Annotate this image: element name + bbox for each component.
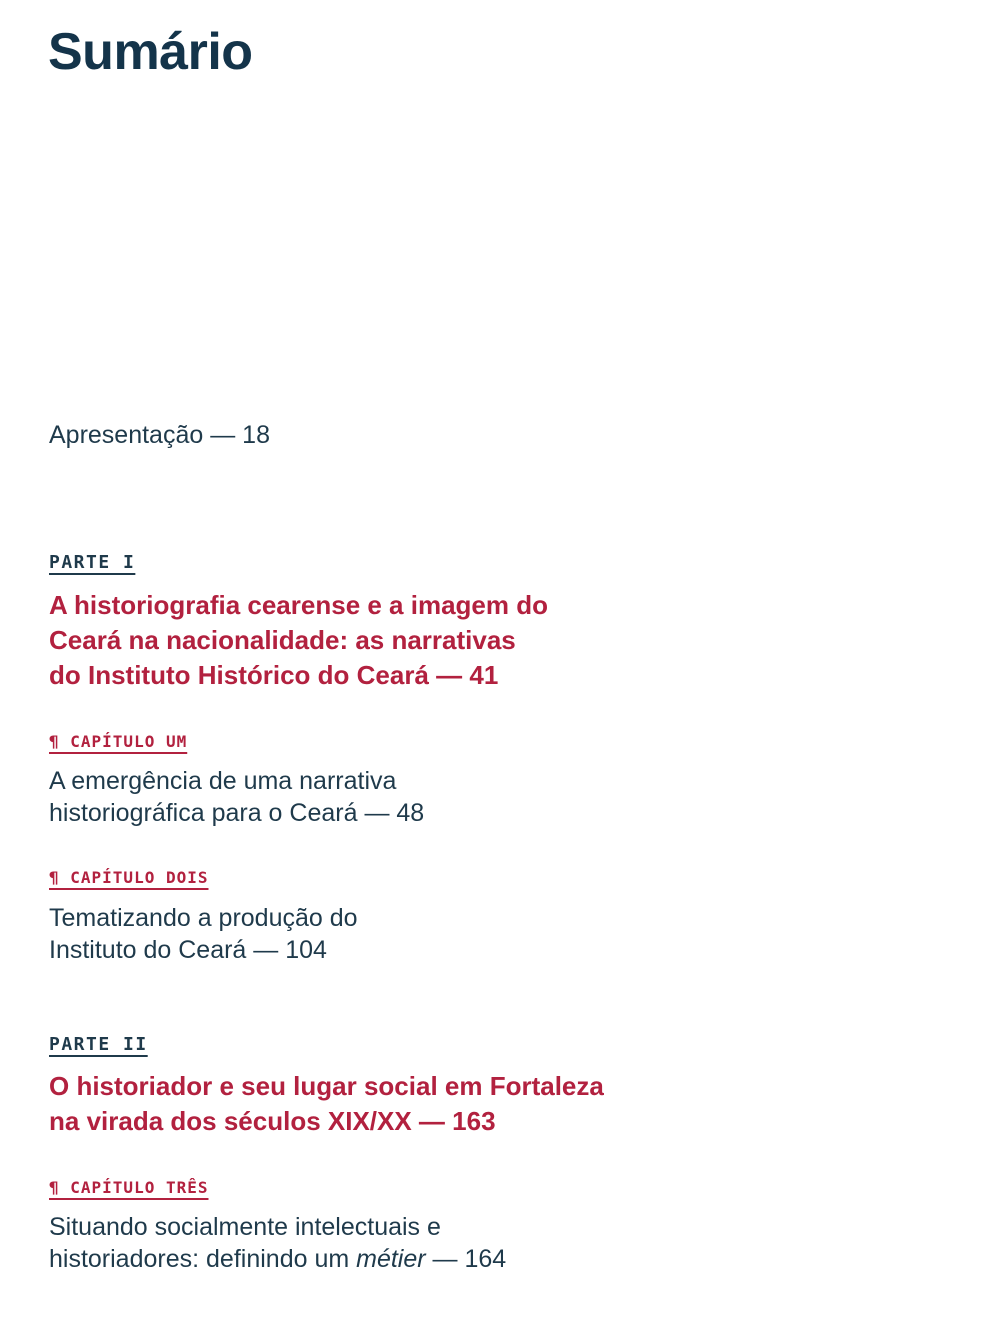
chapter-label-2: ¶ CAPÍTULO DOIS [49,868,209,887]
part-label-1: PARTE I [49,552,136,573]
chapter-title-3-line1: Situando socialmente intelectuais e [49,1213,441,1241]
chapter-label-1: ¶ CAPÍTULO UM [49,732,188,751]
part-title-2[interactable]: O historiador e seu lugar social em Fortaleza na virada dos séculos XIX/XX — 163 [49,1071,604,1136]
chapter-title-1[interactable]: A emergência de uma narrativa historiográfica para o Ceará — 48 [49,767,425,827]
chapter-title-3-line2-pre: historiadores: definindo um [49,1245,357,1273]
chapter-title-2[interactable]: Tematizando a produção do Instituto do Ceará — 104 [49,904,358,964]
page-title: Sumário [48,23,253,81]
chapter-title-3-line2-em: métier [356,1245,426,1273]
chapter-title-3-line2-post: — 164 [425,1245,507,1273]
chapter-title-3[interactable] [49,1211,506,1275]
toc-entry-apresentacao[interactable]: Apresentação — 18 [49,421,270,449]
part-title-1[interactable]: A historiografia cearense e a imagem do Ceará na nacionalidade: as narrativas do Instituto Histórico do Ceará — 41 [49,590,548,690]
chapter-label-3: ¶ CAPÍTULO TRÊS [49,1178,209,1197]
part-label-2: PARTE II [49,1034,148,1055]
